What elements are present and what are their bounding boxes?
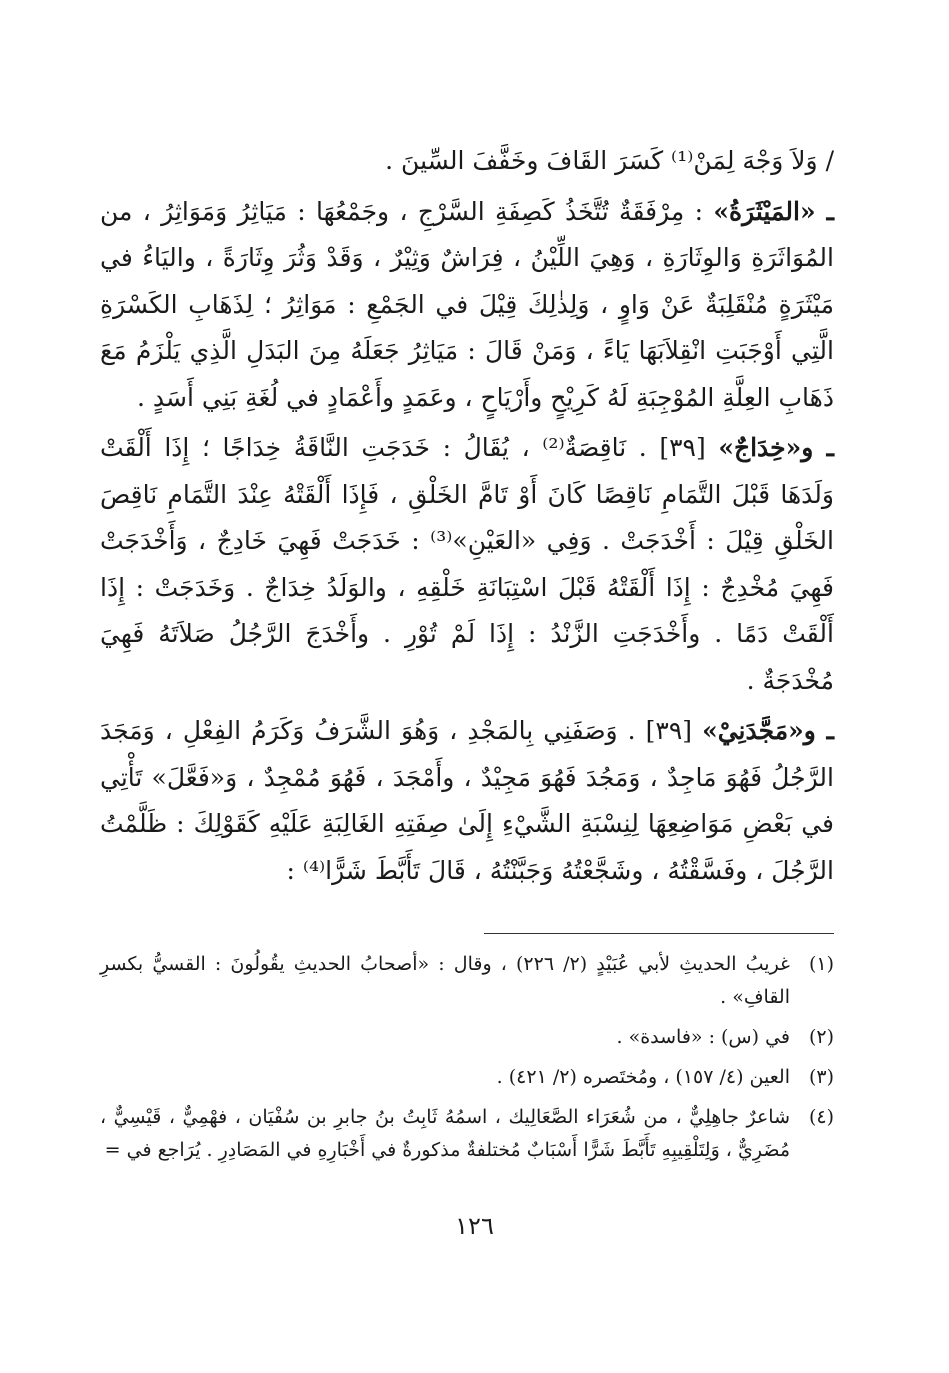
footnote-4 (100, 1101, 834, 1167)
footnote-text: شاعرٌ جاهِلِيٌّ ، من شُعَرَاء الصَّعَالِيك ، اسمُهُ ثَابِتُ بنُ جابرِ بن سُفْيَان ، فهْمِيٌّ ، قَيْسِيٌّ ، مُضَرِيٌّ ، وَلِتَلْقِيبِهِ تَأَبَّطَ شَرًّا أَسْبَابٌ مُختلفةٌ مذكورةٌ في أَخْبَارِهِ في المَصَادِرِ . يُرَاجع في = (100, 1106, 790, 1161)
entry-text: [٣٩] . نَاقِصَةٌ⁽²⁾ ، يُقَالُ : خَدَجَتِ النَّاقَةُ خِدَاجًا ؛ إِذَا أَلْقَتْ وَلَدَهَا قَبْلَ التَّمَامِ نَاقِصًا كَانَ أَوْ تَامَّ الخَلْقِ ، فَإِذَا أَلْقَتْهُ عِنْدَ التَّمَامِ نَاقِصَ الخَلْقِ قِيْلَ : أَخْدَجَتْ . وَفِي «العَيْنِ»⁽³⁾ : خَدَجَتْ فَهِيَ خَادِجٌ ، وَأَخْدَجَتْ فَهِيَ مُخْدِجٌ : إِذَا أَلْقَتْهُ قَبْلَ اسْتِبَانَةِ خَلْقِهِ ، والوَلَدُ خِدَاجٌ . وَخَدَجَتْ : إِذَا أَلْقَتْ دَمًا . وأَخْدَجَتِ الزَّنْدُ : إِذَا لَمْ تُوْرِ . وأَخْدَجَ الرَّجُلُ صَلاَتَهُ فَهِيَ مُخْدَجَةٌ . (100, 433, 834, 695)
footnote-2 (100, 1021, 834, 1054)
footnote-number: (١) (808, 953, 834, 975)
footnote-3 (100, 1061, 834, 1094)
entry-majjadani (100, 708, 834, 894)
entry-headword: ـ «المَيْثَرَةُ» (713, 196, 835, 226)
footnotes (100, 948, 834, 1174)
footnote-text: غريبُ الحديثِ لأبي عُبَيْدٍ (٢/ ٢٢٦) ، وقال : «أصحابُ الحديثِ يقُولُونَ : القسيُّ بكسرِ القافِ» . (100, 953, 790, 1008)
footnote-text: العين (٤/ ١٥٧) ، ومُختَصره (٢/ ٤٢١) . (496, 1066, 790, 1088)
paragraph-text: / وَلاَ وَجْهَ لِمَنْ⁽¹⁾ كَسَرَ القَافَ وخَفَّفَ السِّينَ . (385, 146, 834, 175)
entry-maythara (100, 189, 834, 422)
footnote-separator (484, 933, 834, 934)
footnote-text: في (س) : «فاسدة» . (616, 1026, 790, 1048)
footnote-number: (٣) (808, 1066, 834, 1088)
entry-headword: ـ و«مَجَّدَنِيْ» (702, 716, 834, 745)
footnote-number: (٢) (808, 1026, 834, 1048)
footnote-1 (100, 948, 834, 1014)
paragraph-continuation (100, 138, 834, 185)
entry-text: [٣٩] . وَصَفَنِي بِالمَجْدِ ، وَهُوَ الشَّرَفُ وَكَرَمُ الفِعْلِ ، وَمَجَدَ الرَّجُلُ فَهُوَ مَاجِدٌ ، وَمَجُدَ فَهُوَ مَجِيْدٌ ، وأَمْجَدَ ، فَهُوَ مُمْجِدٌ ، وَ«فَعَّلَ» تَأْتِي في بَعْضِ مَوَاضِعِهَا لِنِسْبَةِ الشَّيْءِ إِلَىٰ صِفَتِهِ الغَالِبَةِ عَلَيْهِ كَقَوْلِكَ : ظَلَّمْتُ الرَّجُلَ ، وفَسَّقْتُهُ ، وشَجَّعْتُهُ وَجَبَّنْتُهُ ، قَالَ تَأَبَّطَ شَرًّا⁽⁴⁾ : (100, 716, 834, 885)
main-text (100, 138, 834, 898)
entry-text: : مِرْفَقَةٌ تُتَّخَذُ كَصِفَةِ السَّرْجِ ، وجَمْعُهَا : مَيَاثِرُ وَمَوَاثِرُ ، من المُوَاثَرَةِ وَالوِثَارَةِ ، وَهِيَ اللِّيْنُ ، فِرَاشٌ وَثِيْرٌ ، وَقَدْ وَثُرَ وِثَارَةً ، واليَاءُ في مَيْثَرَةٍ مُنْقَلِبَةٌ عَنْ وَاوٍ ، وَلِذٰلِكَ قِيْلَ في الجَمْعِ : مَوَاثِرُ ؛ لِذَهَابِ الكَسْرَةِ الَّتِي أَوْجَبَتِ انْقِلاَبَهَا يَاءً ، وَمَنْ قَالَ : مَيَاثِرُ جَعَلَهُ مِنَ البَدَلِ الَّذِي يَلْزَمُ مَعَ ذَهَابِ العِلَّةِ المُوْجِبَةِ لَهُ كَرِيْحٍ وأَرْيَاحٍ ، وعَمَدٍ وأَعْمَادٍ في لُغَةِ بَنِي أَسَدٍ . (100, 196, 834, 412)
footnote-number: (٤) (808, 1106, 834, 1128)
entry-khidaj (100, 425, 834, 704)
entry-headword: ـ و«خِدَاجٌ» (718, 433, 834, 462)
page-number: ١٢٦ (455, 1212, 494, 1240)
